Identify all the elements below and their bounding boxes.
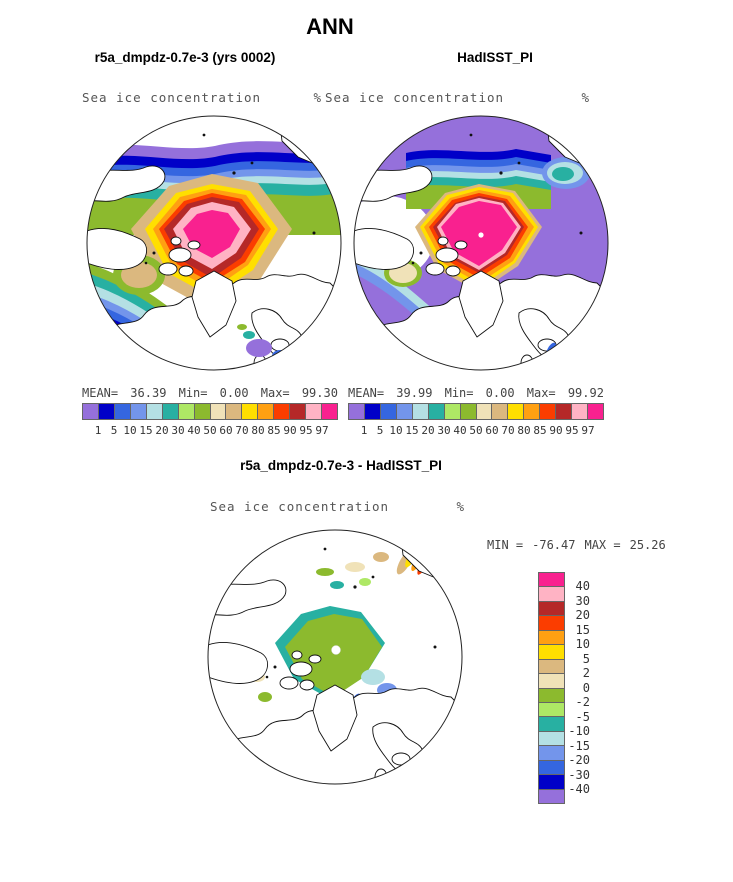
- map-obs-contours: [351, 113, 611, 373]
- colorbar-tick-label: 95: [565, 424, 579, 437]
- colorbar-tick-label: 80: [251, 424, 265, 437]
- panel3-max-value: 25.26: [629, 538, 666, 552]
- colorbar-tick-label: 30: [171, 424, 185, 437]
- diff-colorbar-tick-label: -15: [568, 738, 590, 753]
- panel2-min-label: Min=: [444, 386, 474, 400]
- colorbar-obs-ticks: [356, 424, 596, 437]
- colorbar-cell: [588, 404, 603, 419]
- diff-colorbar-tick-label: 0: [582, 680, 590, 695]
- panel2-mean-value: 39.99: [396, 386, 433, 400]
- colorbar-tick-label: 5: [110, 424, 118, 437]
- colorbar-cell: [413, 404, 429, 419]
- colorbar-tick-label: 70: [235, 424, 249, 437]
- colorbar-tick-label: 70: [501, 424, 515, 437]
- map-model-sea-ice: [84, 113, 344, 373]
- panel1-mean-value: 36.39: [130, 386, 167, 400]
- panel1-min-value: 0.00: [219, 386, 249, 400]
- colorbar-tick-label: 85: [267, 424, 281, 437]
- panel2-field-row: [325, 90, 590, 105]
- diff-colorbar-tick-label: -10: [568, 724, 590, 738]
- colorbar-cell: [461, 404, 477, 419]
- colorbar-cell: [306, 404, 322, 419]
- colorbar-cell: [195, 404, 211, 419]
- colorbar-tick-label: 60: [485, 424, 499, 437]
- panel3-min-value: -76.47: [532, 538, 576, 552]
- colorbar-tick-label: 85: [533, 424, 547, 437]
- colorbar-cell: [131, 404, 147, 419]
- colorbar-tick-label: 90: [283, 424, 297, 437]
- map-obs-sea-ice: [351, 113, 611, 373]
- colorbar-tick-label: 97: [581, 424, 595, 437]
- panel2-field-label: Sea ice concentration: [325, 90, 505, 105]
- diff-colorbar-tick-label: 30: [575, 593, 590, 608]
- colorbar-cell: [540, 404, 556, 419]
- diff-colorbar-tick-label: 10: [575, 637, 590, 651]
- colorbar-cell: [445, 404, 461, 419]
- colorbar-cell: [477, 404, 493, 419]
- panel2-stats: [348, 386, 604, 400]
- panel1-field-label: Sea ice concentration: [82, 90, 262, 105]
- panel3-field-label: Sea ice concentration: [210, 499, 390, 514]
- colorbar-cell: [365, 404, 381, 419]
- map-model-contours: [84, 113, 344, 373]
- panel1-units: %: [313, 90, 322, 105]
- colorbar-cell: [322, 404, 337, 419]
- panel1-field-row: [82, 90, 322, 105]
- colorbar-cell: [163, 404, 179, 419]
- diff-colorbar-tick-label: -30: [568, 767, 590, 782]
- colorbar-cell: [226, 404, 242, 419]
- colorbar-cell: [397, 404, 413, 419]
- colorbar-model-ticks: [90, 424, 330, 437]
- colorbar-tick-label: 80: [517, 424, 531, 437]
- diff-colorbar-tick-label: 5: [582, 651, 590, 666]
- colorbar-diff-ticks: [558, 572, 590, 797]
- panel1-min-label: Min=: [178, 386, 208, 400]
- panel3-units: %: [456, 499, 465, 514]
- colorbar-tick-label: 60: [219, 424, 233, 437]
- colorbar-cell: [242, 404, 258, 419]
- colorbar-cell: [83, 404, 99, 419]
- diff-colorbar-tick-label: 15: [575, 622, 590, 637]
- colorbar-tick-label: 15: [139, 424, 153, 437]
- panel2-max-value: 99.92: [567, 386, 604, 400]
- colorbar-cell: [572, 404, 588, 419]
- colorbar-cell: [349, 404, 365, 419]
- colorbar-tick-label: 5: [376, 424, 384, 437]
- colorbar-cell: [115, 404, 131, 419]
- colorbar-tick-label: 20: [421, 424, 435, 437]
- panel3-subtitle: r5a_dmpdz-0.7e-3 - HadISST_PI: [240, 458, 442, 473]
- colorbar-tick-label: 10: [123, 424, 137, 437]
- colorbar-tick-label: 20: [155, 424, 169, 437]
- panel3-field-row: [210, 499, 465, 514]
- diff-colorbar-tick-label: 2: [582, 666, 590, 680]
- panel1-subtitle: r5a_dmpdz-0.7e-3 (yrs 0002): [94, 50, 276, 65]
- colorbar-tick-label: 95: [299, 424, 313, 437]
- colorbar-tick-label: 15: [405, 424, 419, 437]
- panel1-stats: [82, 386, 338, 400]
- colorbar-cell: [179, 404, 195, 419]
- panel2-min-value: 0.00: [485, 386, 515, 400]
- colorbar-cell: [492, 404, 508, 419]
- diff-colorbar-tick-label: -5: [575, 709, 590, 724]
- colorbar-tick-label: 50: [469, 424, 483, 437]
- colorbar-cell: [381, 404, 397, 419]
- colorbar-tick-label: 90: [549, 424, 563, 437]
- colorbar-tick-label: 40: [453, 424, 467, 437]
- panel1-mean-label: MEAN=: [82, 386, 119, 400]
- colorbar-cell: [274, 404, 290, 419]
- panel2-mean-label: MEAN=: [348, 386, 385, 400]
- panel1-max-value: 99.30: [301, 386, 338, 400]
- colorbar-tick-label: 1: [94, 424, 102, 437]
- diff-colorbar-tick-label: -20: [568, 753, 590, 767]
- colorbar-cell: [524, 404, 540, 419]
- colorbar-tick-label: 1: [360, 424, 368, 437]
- panel2-units: %: [581, 90, 590, 105]
- colorbar-cell: [99, 404, 115, 419]
- colorbar-tick-label: 50: [203, 424, 217, 437]
- panel2-max-label: Max=: [526, 386, 556, 400]
- diff-colorbar-tick-label: -40: [568, 782, 590, 796]
- diff-colorbar-tick-label: 20: [575, 608, 590, 622]
- panel2-subtitle: HadISST_PI: [457, 50, 533, 65]
- colorbar-tick-label: 10: [389, 424, 403, 437]
- figure-title: ANN: [306, 14, 354, 39]
- colorbar-tick-label: 30: [437, 424, 451, 437]
- colorbar-cell: [556, 404, 572, 419]
- diff-colorbar-tick-label: -2: [575, 695, 590, 709]
- panel1-max-label: Max=: [260, 386, 290, 400]
- colorbar-tick-label: 40: [187, 424, 201, 437]
- panel3-stats: [487, 538, 666, 552]
- colorbar-model: [82, 403, 338, 420]
- map-diff-sea-ice: [205, 527, 465, 787]
- colorbar-cell: [429, 404, 445, 419]
- map-diff-contours: [205, 527, 465, 787]
- panel3-min-label: MIN =: [487, 538, 524, 552]
- colorbar-obs: [348, 403, 604, 420]
- colorbar-cell: [147, 404, 163, 419]
- colorbar-cell: [258, 404, 274, 419]
- panel3-max-label: MAX =: [584, 538, 621, 552]
- colorbar-cell: [508, 404, 524, 419]
- colorbar-tick-label: 97: [315, 424, 329, 437]
- diff-colorbar-tick-label: 40: [575, 579, 590, 593]
- colorbar-cell: [290, 404, 306, 419]
- colorbar-cell: [211, 404, 227, 419]
